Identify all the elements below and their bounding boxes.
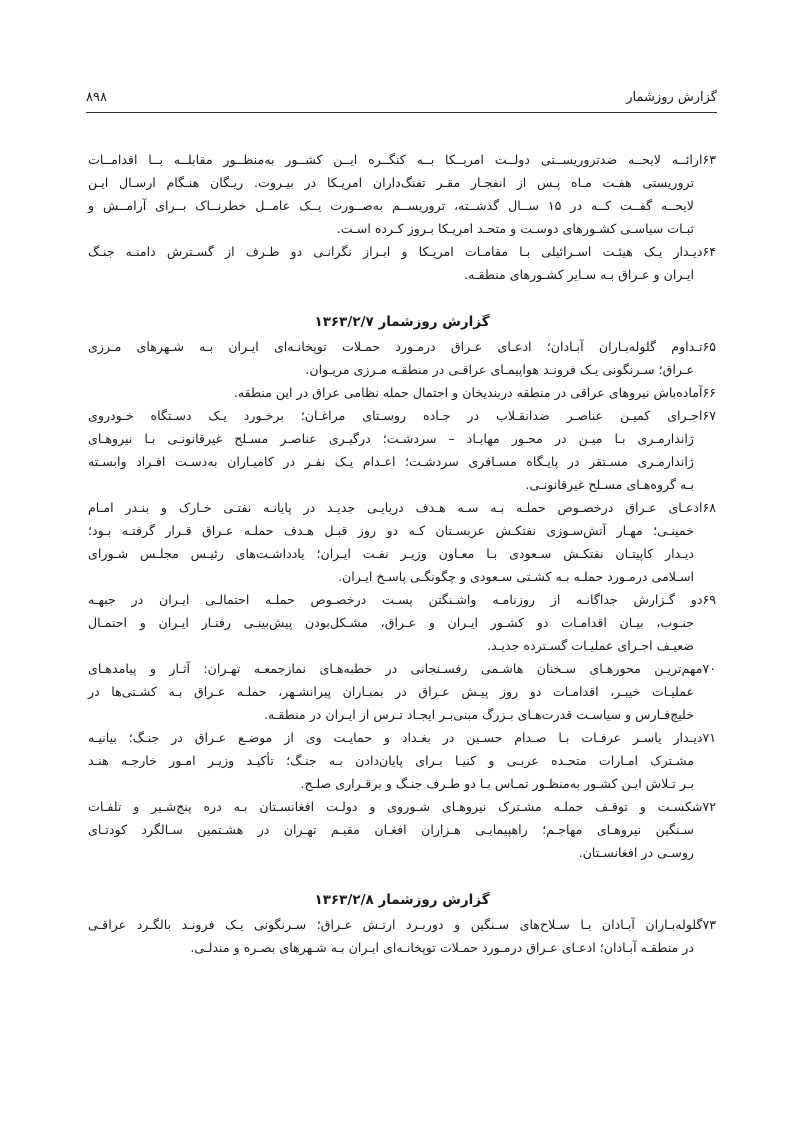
entry-line: در منطقـه آبـادان؛ ادعـای عـراق درمـورد حمـلات توپخانـه‌ای ایـران بـه شـهرهای بصـره و مندلـی. [190, 940, 694, 955]
entry-line: خلیج‌فـارس و سیاسـت قدرت‌هـای بـزرگ مبنی‌بـر ایجـاد تـرس از ایـران در منطقـه. [263, 707, 694, 722]
chronology-entry [88, 381, 716, 404]
entry-line: دیـدار کاپیتـان نفتکـش سـعودی بـا معـاون وزیـر نفـت ایـران؛ یادداشـت‌های رئیـس مجلـس شـورای [88, 546, 694, 561]
chronology-entry [88, 913, 716, 959]
chronology-entry [88, 726, 716, 795]
entry-line: سـنگین نیروهـای مهاجـم؛ راهپیمایـی هـزاران افغـان مقیـم تهـران در هشـتمین سـالگرد کودتـای [88, 822, 694, 837]
entry-line: ۶۹دو گـزارش جداگانـه از روزنامـه واشـنگتن پسـت درخصـوص حملـه احتمالـی ایـران در جبهـه [88, 592, 716, 607]
entry-line: بـه گروه‌هـای مسـلح غیرقانونـی. [525, 477, 694, 492]
entry-line: تروریستی هفـت مـاه پـس از انفجـار مقـر تفنگ‌داران امریـکا در بیـروت. ریـگان هنـگام ارسـال ایـن [88, 175, 694, 190]
chronology-entry [88, 148, 716, 240]
chronology-entry [88, 240, 716, 286]
entry-line: ضعیـف اجـرای عملیـات گسـترده جدیـد. [487, 638, 694, 653]
entry-line: ژاندارمـری مسـتقر در پایـگاه مسـافری سردشـت؛ اعـدام یـک نفـر در کامیـاران به‌دسـت افـراد وابسـته [88, 454, 694, 469]
chronology-entry [88, 404, 716, 496]
entry-line: لایحــه گفــت کــه در ۱۵ ســال گذشــته، تروریســم به‌صــورت یــک عامــل خطرنــاک بــرای آرامــش و [88, 198, 694, 213]
entry-line: ۷۱دیـدار یاسـر عرفـات بـا صـدام حسـین در بغـداد و حمایـت وی از موضـع عـراق در جنـگ؛ بیانیـه [88, 730, 716, 745]
section-heading: گزارش روزشمار ۱۳۶۳/۲/۸ [314, 892, 490, 908]
entry-line: عملیـات خیبـر، اقدامـات دو روز پیـش عـراق در بمبـاران پیرانشـهر، حملـه عـراق بـه کشـتی‌ها در [88, 684, 694, 699]
chronology-entry [88, 335, 716, 381]
entry-line: روسـی در افغانسـتان. [578, 845, 694, 860]
entry-line: اسـلامی درمـورد حملـه بـه کشـتی سـعودی و چگونگـی پاسـخ ایـران. [337, 569, 694, 584]
entry-line: ثبـات سیاسـی کشـورهای دوسـت و متحـد امریـکا بـروز کـرده اسـت. [336, 221, 694, 236]
chronology-entry [88, 657, 716, 726]
entry-line: ۶۴دیـدار یـک هیئـت اسـرائیلی بـا مقامـات امریـکا و ابـراز نگرانـی دو طـرف از گسـترش دامنـه جنـگ [88, 244, 716, 259]
entry-line: ۶۶آماده‌باش نیروهای عراقی در منطقه دربندیخان و احتمال حمله نظامی عراق در این منطقه. [233, 385, 716, 400]
entry-line: ۷۳گلوله‌بـاران آبـادان بـا سـلاح‌های سـنگین و دوربـرد ارتـش عـراق؛ سـرنگونی یـک فرونـد بالگـرد عراقـی [88, 917, 716, 932]
entry-line: ۶۸ادعـای عـراق درخصـوص حملـه بـه سـه هـدف دریایـی جدیـد در پایانـه نفتـی خـارک و بنـدر امـام [88, 500, 716, 515]
entry-line: ۶۳ارائــه لایحــه ضدتروریســتی دولــت امریــکا بــه کنگــره ایــن کشــور به‌منظــور مقابلــه بــا اقدامــات [88, 152, 716, 167]
entry-line: ۷۲شکسـت و توقـف حملـه مشـترک نیروهـای شـوروی و دولـت افغانسـتان بـه دره پنج‌شـیر و تلفـات [88, 799, 716, 814]
chronology-entry [88, 795, 716, 864]
entry-line: جنـوب، بیـان اقدامـات دو کشـور ایـران و عـراق، مشـکل‌بودن پیش‌بینـی رفتـار ایـران و احتمـال [88, 615, 694, 630]
running-header [86, 88, 717, 113]
entry-line: مشـترک امـارات متحـده عربـی و کنیـا بـرای پایان‌دادن بـه جنـگ؛ تأکیـد وزیـر امـور خارجـه هنـد [88, 753, 694, 768]
chronology-entry [88, 496, 716, 588]
entry-line: ۶۷اجـرای کمیـن عناصـر ضدانقـلاب در جـاده روسـتای مراغـان؛ برخـورد یـک دسـتگاه خـودروی [88, 408, 716, 423]
entry-line: ژاندارمـری بـا میـن در محـور مهابـاد – سردشـت؛ درگیـری عناصـر مسـلح غیرقانونـی بـا نیروهـای [88, 431, 694, 446]
entry-line: عـراق؛ سـرنگونی یـک فرونـد هواپیمـای عراقـی در منطقـه مـرزی مریـوان. [305, 362, 694, 377]
entry-line: بـر تـلاش ایـن کشـور به‌منظـور تمـاس بـا دو طـرف جنـگ و برقـراری صلـح. [300, 776, 694, 791]
page-number: ۸۹۸ [86, 90, 107, 105]
entry-line: ۷۰مهم‌تریـن محورهـای سـخنان هاشـمی رفسـنجانی در خطبه‌هـای نمازجمعـه تهـران: آثـار و پیامدهـای [88, 661, 716, 676]
entry-line: ۶۵تـداوم گلوله‌بـاران آبـادان؛ ادعـای عـراق درمـورد حمـلات توپخانـه‌ای ایـران بـه شـهرهای مـرزی [88, 339, 716, 354]
section-heading: گزارش روزشمار ۱۳۶۳/۲/۷ [314, 314, 490, 330]
page-body [88, 148, 716, 959]
chronology-entry [88, 588, 716, 657]
entry-line: ایـران و عـراق بـه سـایر کشـورهای منطقـه. [464, 267, 694, 282]
entry-line: خمینـی؛ مهـار آتش‌سـوزی نفتکـش عربسـتان کـه دو روز قبـل هـدف حملـه عـراق قـرار گرفتـه بـود؛ [88, 523, 694, 538]
running-title: گزارش روزشمار [626, 90, 717, 105]
